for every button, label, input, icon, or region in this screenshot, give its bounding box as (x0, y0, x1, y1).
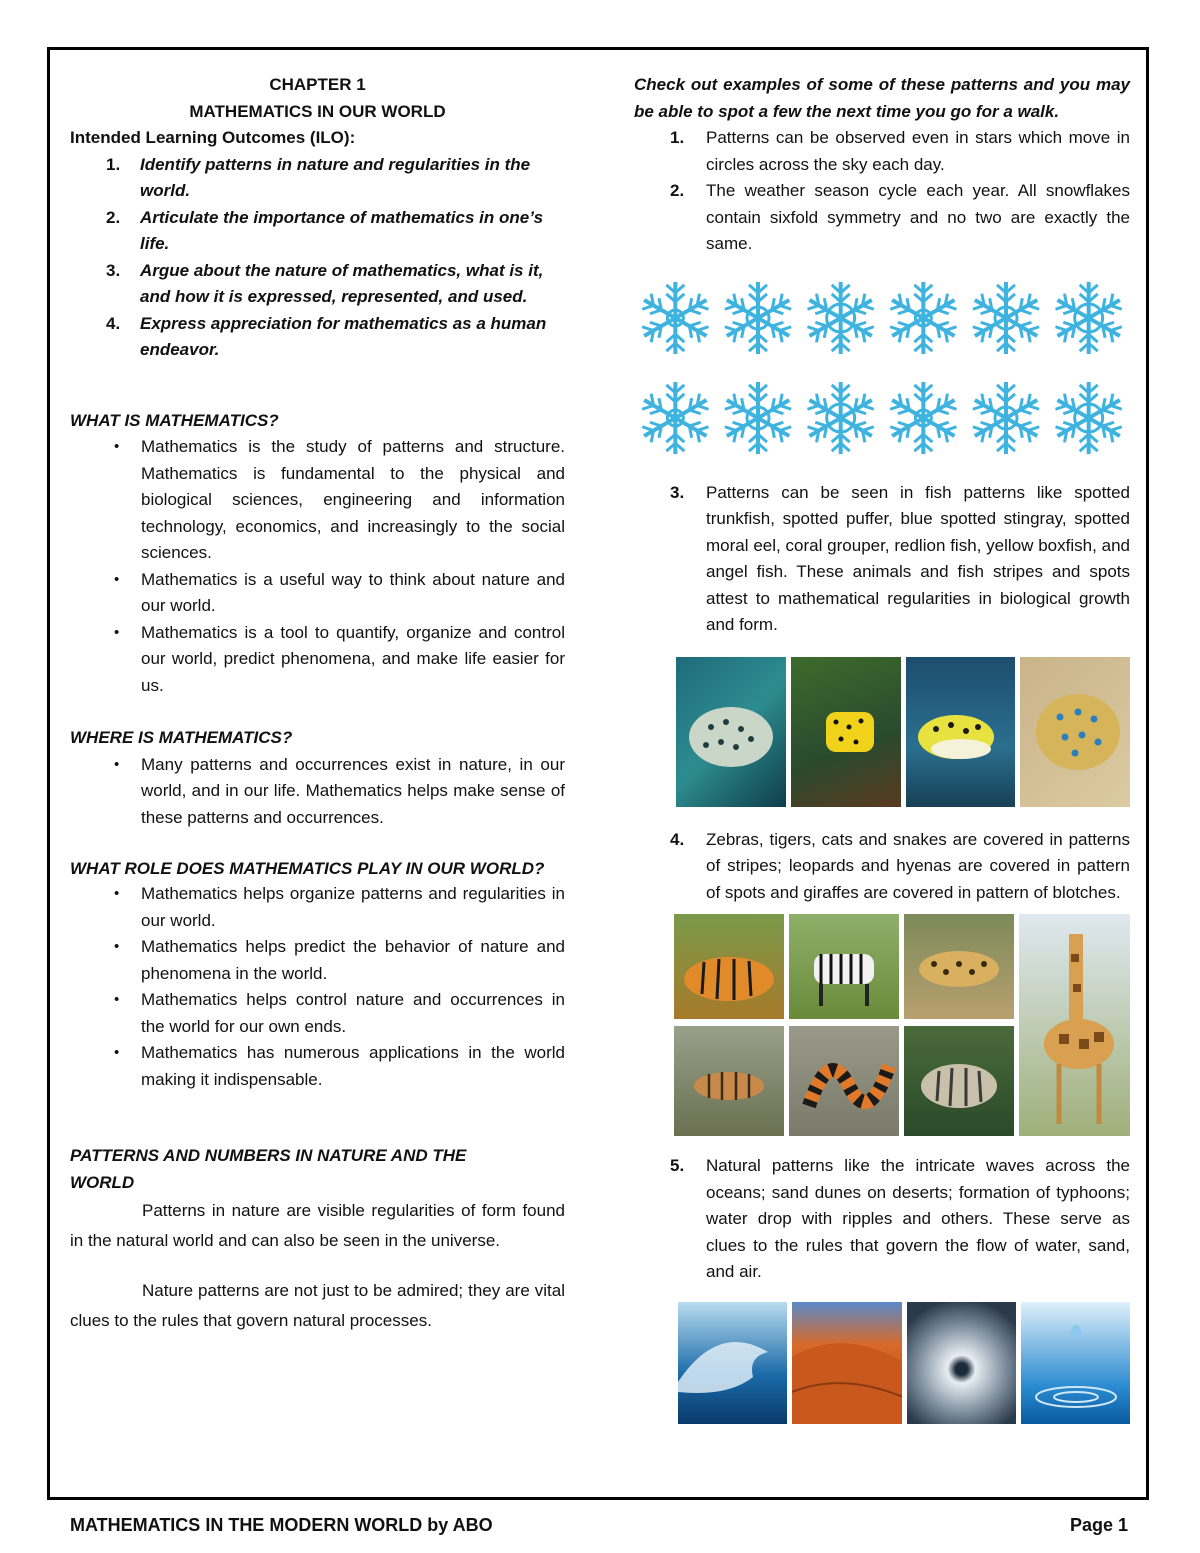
role-item: • Mathematics helps predict the behavior of nature and phenomena in the world. (114, 934, 565, 987)
role-item: • Mathematics has numerous applications in the world making it indispensable. (114, 1040, 565, 1093)
what-item: • Mathematics is a tool to quantify, organize and control our world, predict phenomena, and make life easier for us. (114, 620, 565, 700)
snowflake-image (634, 268, 1130, 468)
water-drop-photo (1021, 1302, 1130, 1424)
pattern-item: 1. Patterns can be observed even in stars which move in circles across the sky each day. (670, 128, 1130, 174)
pattern-list-b (670, 480, 1130, 639)
puffer-photo (906, 657, 1016, 807)
cat-photo (674, 1026, 784, 1136)
giraffe-photo (1019, 914, 1130, 1136)
snowflake-icon (888, 282, 959, 354)
stingray-photo (1020, 657, 1130, 807)
snowflake-icon (722, 282, 793, 354)
pattern-list-d (670, 1153, 1130, 1286)
left-column (70, 72, 565, 1336)
what-item: • Mathematics is a useful way to think about nature and our world. (114, 567, 565, 620)
leopard-photo (904, 914, 1014, 1019)
what-heading: WHAT IS MATHEMATICS? (70, 410, 279, 430)
where-item: • Many patterns and occurrences exist in nature, in our world, and in our life. Mathematics helps make sense of these patterns and occurrences. (114, 752, 565, 832)
snowflake-icon (1053, 282, 1124, 354)
page-number: Page 1 (1069, 1515, 1128, 1535)
dune-photo (792, 1302, 901, 1424)
typhoon-photo (907, 1302, 1016, 1424)
snake-photo (789, 1026, 899, 1136)
footer-title: MATHEMATICS IN THE MODERN WORLD by ABO (70, 1515, 493, 1535)
chapter-label: CHAPTER 1 (269, 75, 366, 94)
role-list (114, 881, 565, 1093)
patterns-paragraph-2: Nature patterns are not just to be admired; they are vital clues to the rules that govern natural processes. (70, 1281, 565, 1330)
pattern-list-a (670, 125, 1130, 258)
animal-images (674, 914, 1130, 1139)
nature-images (678, 1302, 1130, 1424)
snowflake-icon (805, 382, 876, 454)
hyena-photo (904, 1026, 1014, 1136)
snowflake-icon (888, 382, 959, 454)
fish-images (676, 657, 1130, 807)
snowflake-icon (970, 382, 1041, 454)
snowflake-icon (640, 382, 711, 454)
patterns-heading: PATTERNS AND NUMBERS IN NATURE AND THE WORLD (70, 1146, 467, 1192)
snowflake-icon (722, 382, 793, 454)
role-heading: WHAT ROLE DOES MATHEMATICS PLAY IN OUR WORLD? (70, 859, 545, 878)
right-intro: Check out examples of some of these patterns and you may be able to spot a few the next time you go for a walk. (634, 75, 1130, 121)
right-column (634, 72, 1130, 1424)
patterns-paragraph-1: Patterns in nature are visible regularities of form found in the natural world and can also be seen in the universe. (70, 1201, 565, 1250)
pattern-item: 2. The weather season cycle each year. All snowflakes contain sixfold symmetry and no two are exactly the same. (670, 181, 1130, 253)
pattern-item: 3. Patterns can be seen in fish patterns like spotted trunkfish, spotted puffer, blue spotted stingray, spotted moral eel, coral grouper, redlion fish, yellow boxfish, and angel fish. These animals and fish stripes and spots attest to mathematical regularities in biological growth and form. (670, 482, 1130, 634)
pattern-item: 5. Natural patterns like the intricate waves across the oceans; sand dunes on deserts; formation of typhoons; water drop with ripples and others. These serve as clues to the rules that govern the flow of water, sand, and air. (670, 1156, 1130, 1281)
where-list (114, 752, 565, 832)
zebra-photo (789, 914, 899, 1019)
pattern-item: 4. Zebras, tigers, cats and snakes are covered in patterns of stripes; leopards and hyenas are covered in pattern of spots and giraffes are covered in pattern of blotches. (670, 829, 1130, 902)
snowflake-icon (805, 282, 876, 354)
tiger-photo (674, 914, 784, 1019)
what-item: • Mathematics is the study of patterns and structure. Mathematics is fundamental to the physical and biological sciences, engineering and information technology, economics, and increasingly to the social sciences. (114, 434, 565, 567)
snowflake-icon (970, 282, 1041, 354)
ilo-list (106, 152, 565, 364)
snowflake-icon (1053, 382, 1124, 454)
ilo-item: 4. Express appreciation for mathematics as a human endeavor. (106, 313, 547, 359)
ilo-heading: Intended Learning Outcomes (ILO): (70, 128, 356, 147)
snowflake-grid (634, 268, 1130, 468)
pattern-list-c (670, 827, 1130, 907)
trunkfish-photo (676, 657, 786, 807)
ilo-item: 2. Articulate the importance of mathematics in one’s life. (106, 207, 544, 253)
wave-photo (678, 1302, 787, 1424)
ilo-item: 3. Argue about the nature of mathematics, what is it, and how it is expressed, represented, and used. (106, 260, 544, 306)
snowflake-icon (640, 282, 711, 354)
role-item: • Mathematics helps organize patterns and regularities in our world. (114, 881, 565, 934)
what-list (114, 434, 565, 699)
role-item: • Mathematics helps control nature and occurrences in the world for our own ends. (114, 987, 565, 1040)
boxfish-photo (791, 657, 901, 807)
where-heading: WHERE IS MATHEMATICS? (70, 728, 293, 747)
page-title: MATHEMATICS IN OUR WORLD (189, 101, 446, 121)
ilo-item: 1. Identify patterns in nature and regularities in the world. (106, 154, 531, 200)
